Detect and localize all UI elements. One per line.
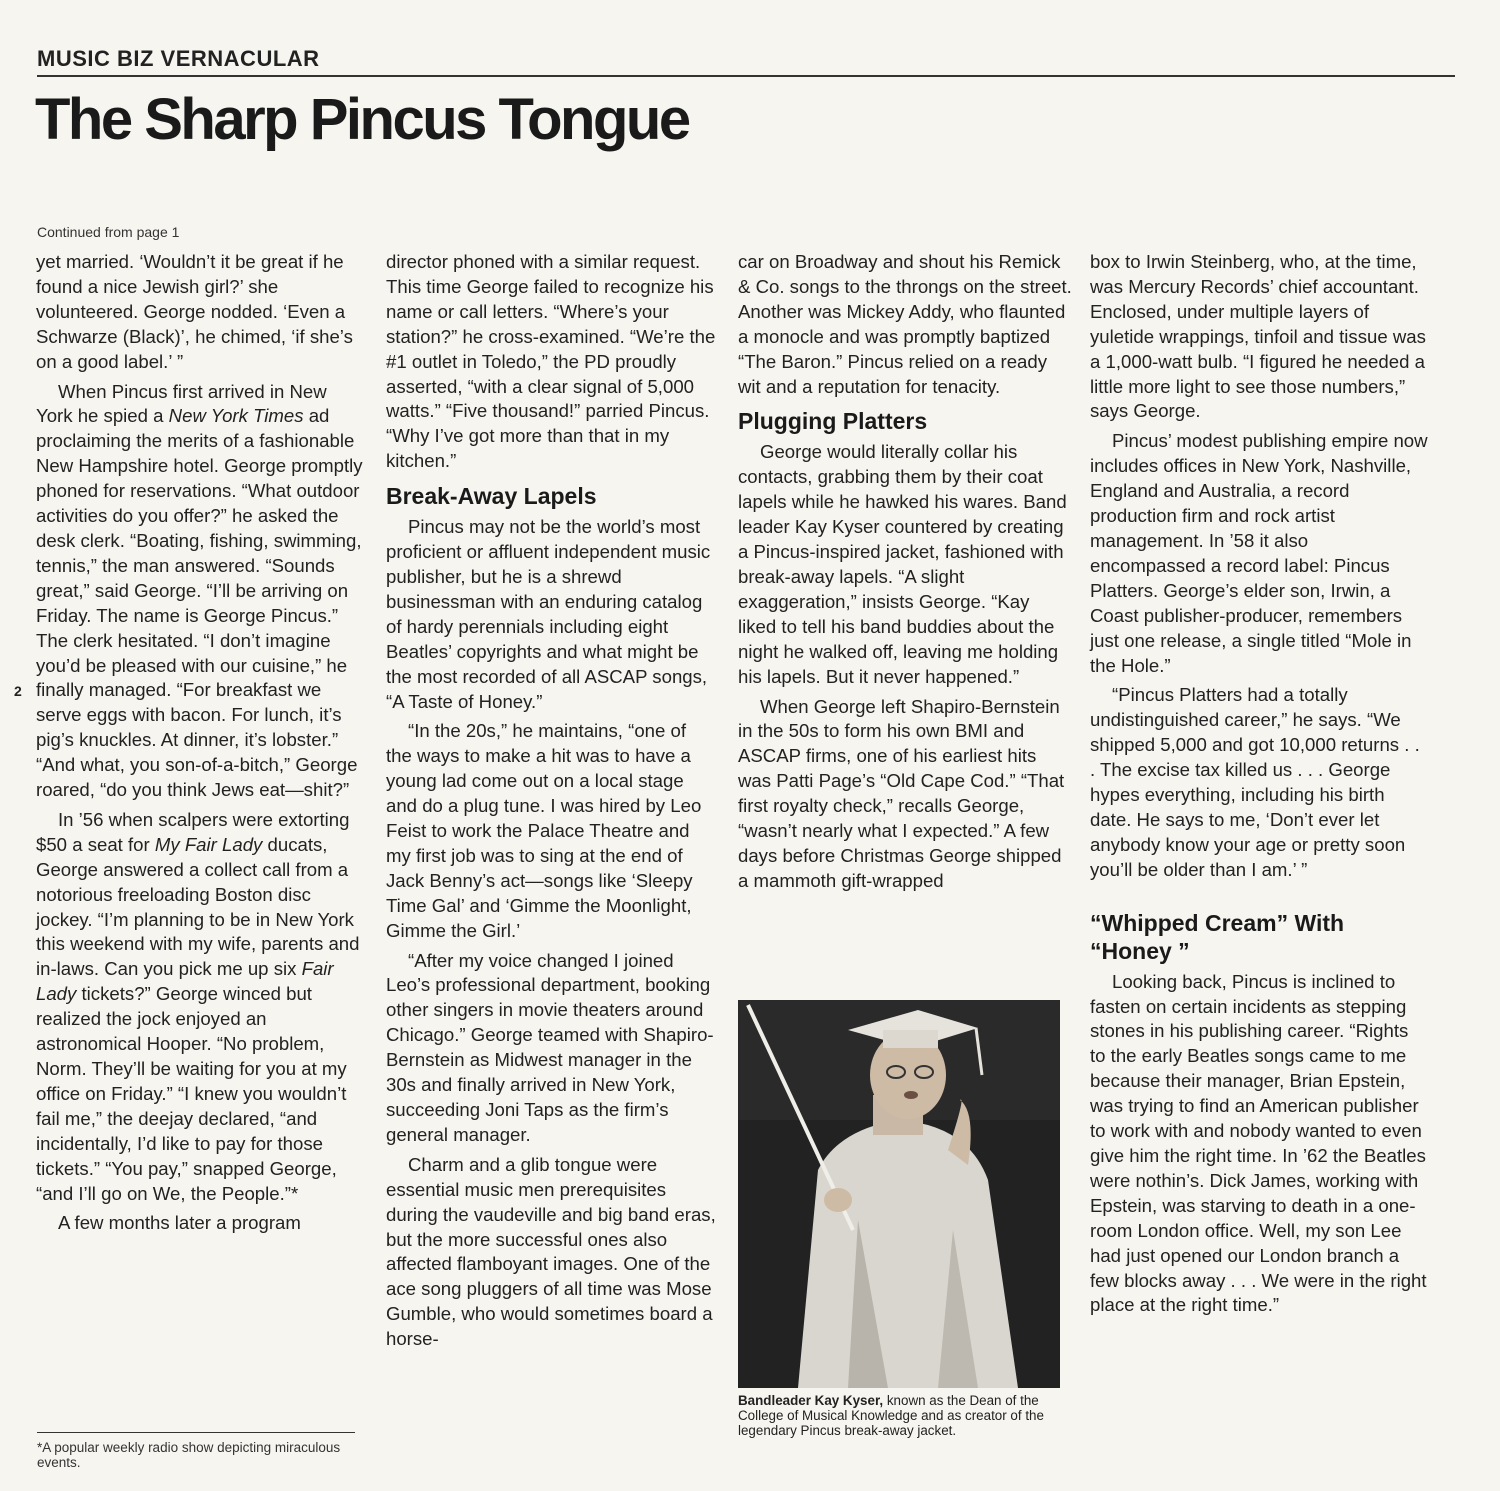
column-1 xyxy=(36,250,368,1236)
paragraph: In ’56 when scalpers were extorting $50 a seat for My Fair Lady ducats, George answered a collect call from a notorious freeloading Boston disc jockey. “I’m planning to be in New York this weekend with my wife, parents and in-laws. Can you pick me up six Fair Lady tickets?” George winced but realized the jock enjoyed an astronomical Hooper. “No problem, Norm. They’ll be waiting for you at my office on Friday.” “I knew you wouldn’t fail me,” the deejay declared, “and incidentally, I’d like to pay for those tickets.” “You pay,” snapped George, “and I’ll go on We, the People.”* xyxy=(36,808,360,1204)
paragraph: Looking back, Pincus is inclined to fasten on certain incidents as stepping stones in his publishing career. “Rights to the early Beatles songs came to me because their manager, Brian Epstein, was trying to find an American publisher to work with and nobody wanted to even give him the right time. In ’62 the Beatles were nothin’s. Dick James, working with Epstein, was starving to death in a one-room London office. Well, my son Lee had just opened our London branch a few blocks away . . . We were in the right place at the right time.” xyxy=(1090,970,1427,1316)
column-4 xyxy=(1090,250,1428,1318)
paragraph: “Pincus Platters had a totally undistinguished career,” he says. “We shipped 5,000 and got 10,000 returns . . . The excise tax killed us . . . George hypes everything, including his birth date. He says to me, ‘Don’t ever let anybody know your age or pretty soon you’ll be older than I am.’ ” xyxy=(1090,684,1420,880)
paragraph: Charm and a glib tongue were essential music men prerequisites during the vaudeville and big band eras, but the more successful ones also affected flamboyant images. One of the ace song pluggers of all time was Mose Gumble, who would sometimes board a horse- xyxy=(386,1153,716,1350)
subhead-break-away-lapels: Break-Away Lapels xyxy=(386,483,597,510)
paragraph: “In the 20s,” he maintains, “one of the ways to make a hit was to have a young lad come out on a local stage and do a plug tune. I was hired by Leo Feist to work the Palace Theatre and my first job was to sing at the end of Jack Benny’s act—songs like ‘Sleepy Time Gal’ and ‘Gimme the Moonlight, Gimme the Girl.’ xyxy=(386,720,702,941)
photo-kay-kyser xyxy=(738,1000,1060,1388)
article-headline: The Sharp Pincus Tongue xyxy=(35,87,689,152)
paragraph: yet married. ‘Wouldn’t it be great if he found a nice Jewish girl?’ she volunteered. George nodded. ‘Even a Schwarze (Black)’, he chimed, ‘if she’s on a good label.’ ” xyxy=(36,251,353,372)
footnote-rule xyxy=(37,1432,355,1433)
paragraph: car on Broadway and shout his Remick & Co. songs to the throngs on the street. Another was Mickey Addy, who flaunted a monocle and was promptly baptized “The Baron.” Pincus relied on a ready wit and a reputation for tenacity. xyxy=(738,251,1072,397)
page-number: 2 xyxy=(14,683,22,699)
subhead-whipped-cream: “Whipped Cream” With “Honey ” xyxy=(1090,909,1345,964)
paragraph: When Pincus first arrived in New York he spied a New York Times ad proclaiming the merits of a fashionable New Hampshire hotel. George promptly phoned for reservations. “What outdoor activities do you offer?” he asked the desk clerk. “Boating, fishing, swimming, tennis,” the man answered. “Sounds great,” said George. “I’ll be arriving on Friday. The name is George Pincus.” The clerk hesitated. “I don’t imagine you’d be pleased with our cuisine,” he finally managed. “For breakfast we serve eggs with bacon. For lunch, it’s pig’s knuckles. At dinner, it’s lobster.” “And what, you son-of-a-bitch,” George roared, “do you think Jews eat—shit?” xyxy=(36,380,363,801)
column-3 xyxy=(738,250,1072,894)
paragraph: Pincus’ modest publishing empire now includes offices in New York, Nashville, England and Australia, a record production firm and rock artist management. In ’58 it also encompassed a record label: Pincus Platters. George’s elder son, Irwin, a Coast publisher-producer, remembers just one release, a single titled “Mole in the Hole.” xyxy=(1090,430,1428,676)
continued-note: Continued from page 1 xyxy=(37,224,180,240)
top-rule xyxy=(37,75,1455,77)
footnote: *A popular weekly radio show depicting miraculous events. xyxy=(37,1440,341,1470)
column-2 xyxy=(386,250,716,1352)
paragraph: George would literally collar his contacts, grabbing them by their coat lapels while he hawked his wares. Band leader Kay Kyser countered by creating a Pincus-inspired jacket, fashioned with break-away lapels. “A slight exaggeration,” insists George. “Kay liked to tell his band buddies about the night he walked off, leaving me holding his lapels. But it never happened.” xyxy=(738,441,1067,687)
paragraph: Pincus may not be the world’s most proficient or affluent independent music publisher, but he is a shrewd businessman with an enduring catalog of hardy perennials including eight Beatles’ copyrights and what might be the most recorded of all ASCAP songs, “A Taste of Honey.” xyxy=(386,516,711,712)
paragraph: director phoned with a similar request. This time George failed to recognize his name or call letters. “Where’s your station?” he cross-examined. “We’re the #1 outlet in Toledo,” the PD proudly asserted, “with a clear signal of 5,000 watts.” “Five thousand!” parried Pincus. “Why I’ve got more than that in my kitchen.” xyxy=(386,251,716,472)
photo-illustration xyxy=(738,1000,1060,1388)
photo-caption: Bandleader Kay Kyser, known as the Dean of the College of Musical Knowledge and as creator of the legendary Pincus break-away jacket. xyxy=(738,1393,1044,1438)
paragraph: When George left Shapiro-Bernstein in the 50s to form his own BMI and ASCAP firms, one of his earliest hits was Patti Page’s “Old Cape Cod.” “That first royalty check,” recalls George, “wasn’t nearly what I expected.” A few days before Christmas George shipped a mammoth gift-wrapped xyxy=(738,695,1065,891)
subhead-plugging-platters: Plugging Platters xyxy=(738,408,928,435)
paragraph: “After my voice changed I joined Leo’s professional department, booking other singers in movie theaters around Chicago.” George teamed with Shapiro-Bernstein as Midwest manager in the 30s and finally arrived in New York, succeeding Joni Taps as the firm’s general manager. xyxy=(386,949,714,1145)
section-kicker: MUSIC BIZ VERNACULAR xyxy=(37,46,320,71)
paragraph: box to Irwin Steinberg, who, at the time, was Mercury Records’ chief accountant. Enclosed, under multiple layers of yuletide wrappings, tinfoil and tissue was a 1,000-watt bulb. “I figured he needed a little more light to see those numbers,” says George. xyxy=(1090,251,1426,422)
paragraph: A few months later a program xyxy=(58,1212,301,1234)
